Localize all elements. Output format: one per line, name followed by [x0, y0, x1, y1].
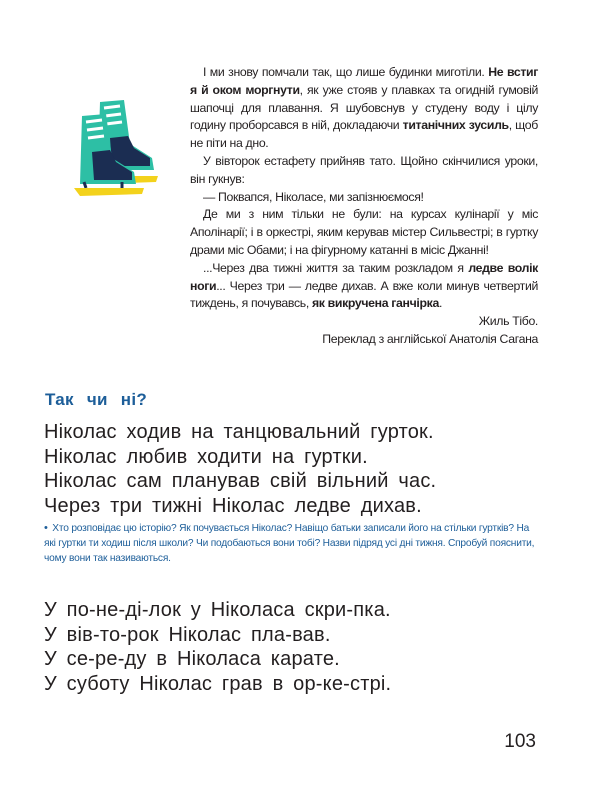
syllable-line: У по-не-ді-лок у Ніколаса скри-пка. [44, 599, 391, 621]
task-questions [44, 521, 540, 566]
syllable-line: У се-ре-ду в Ніколаса карате. [44, 648, 340, 670]
story-paragraph: ...Через два тижні життя за таким розкладом я ледве волік ноги... Через три — ледве дихав. А вже коли минув четвертий тиждень, я почувавсь, як викручена ганчірка. [190, 260, 538, 311]
page-number: 103 [504, 731, 536, 752]
syllable-line: У вів-то-рок Ніколас пла-вав. [44, 623, 331, 646]
ice-skates-icon [72, 98, 158, 196]
syllable-line: У суботу Ніколас грав в ор-ке-стрі. [44, 672, 392, 695]
true-false-statements [44, 420, 436, 518]
statement-item: Ніколас сам планував свій вільний час. [44, 470, 437, 492]
story-author: Жиль Тібо. [478, 314, 538, 329]
story-paragraph: Де ми з ним тільки не були: на курсах кулінарії у міс Аполінарії; і в оркестрі, яким керував містер Сильвестрі; в гуртку драми міс Обами; і на фігурному катанні в місіс Джанні! [190, 207, 538, 257]
story-paragraph: І ми знову помчали так, що лише будинки миготіли. Не встиг я й оком моргнути, як уже стояв у плавках та огидній гумовій шапочці для плавання. Я шубовснув у студену воду і цілу годину проборсався в ній, докладаючи титанічних зусиль, щоб не піти на дно. [190, 65, 538, 151]
statement-item: Через три тижні Ніколас ледве дихав. [44, 494, 422, 517]
story-translator: Переклад з англійської Анатолія Сагана [322, 331, 538, 346]
task-text: Хто розповідає цю історію? Як почувається Ніколас? Навіщо батьки записали його на стільки гуртків? На які гуртки ти ходиш після школи? Чи подобаються вони тобі? Назви підряд усі дні тижня. Спробуй пояснити, чому вони так називаються. [44, 523, 535, 564]
statement-item: Ніколас ходив на танцювальний гурток. [44, 421, 434, 443]
section-title: Так чи ні? [45, 390, 148, 409]
syllable-lines [44, 598, 391, 696]
story-paragraph: — Поквапся, Ніколасе, ми запізнюємося! [203, 189, 424, 204]
story-paragraph: У вівторок естафету прийняв тато. Щойно скінчилися уроки, він гукнув: [190, 153, 538, 186]
statement-item: Ніколас любив ходити на гуртки. [44, 445, 368, 468]
story-excerpt [190, 64, 538, 349]
bullet-icon: • [44, 522, 48, 534]
